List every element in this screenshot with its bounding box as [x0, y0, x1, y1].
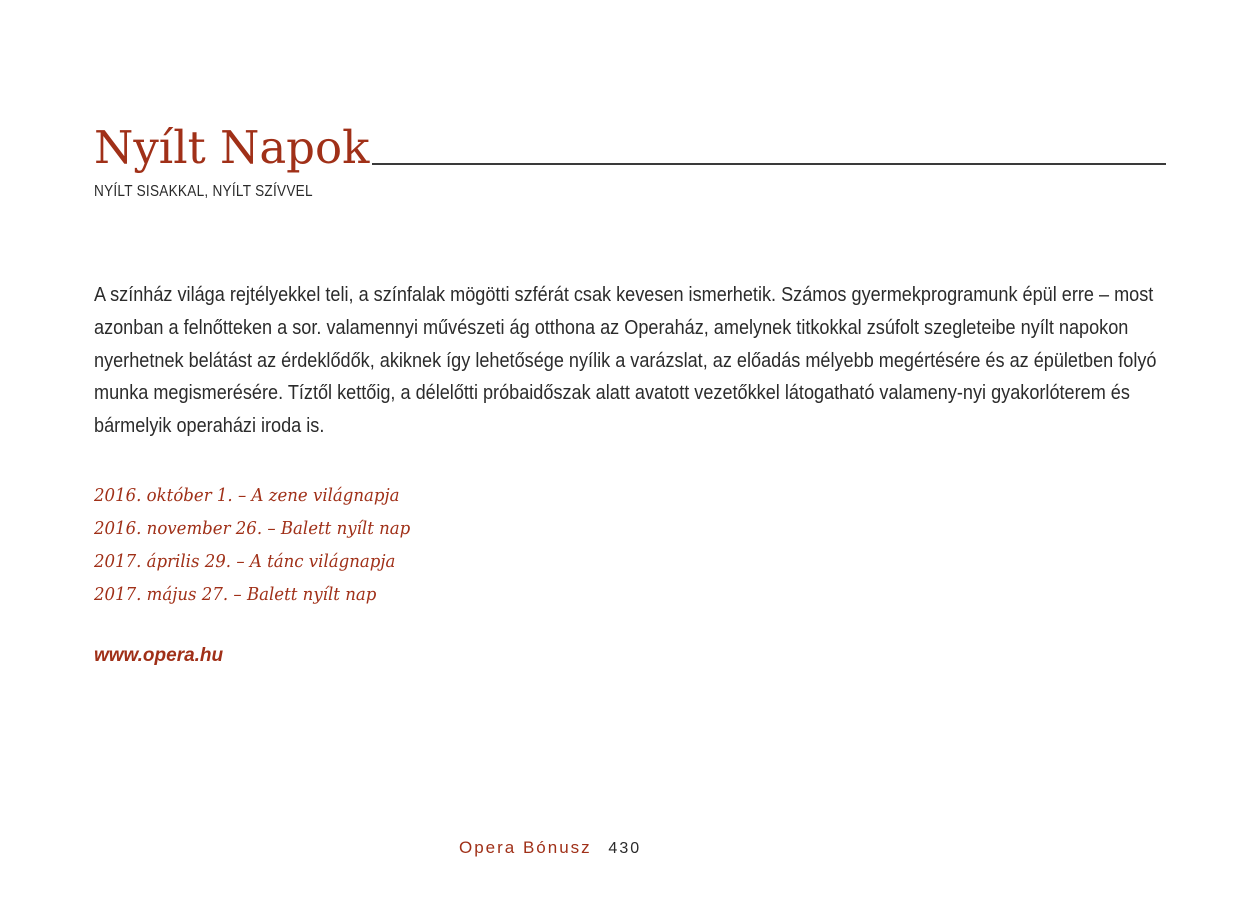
page-footer	[459, 838, 641, 858]
event-item: 2017. május 27. – Balett nyílt nap	[94, 584, 377, 605]
page-number: 430	[608, 840, 642, 857]
title-divider	[372, 163, 1166, 165]
event-item: 2016. október 1. – A zene világnapja	[94, 485, 400, 506]
page-title: Nyílt Napok	[94, 121, 370, 174]
event-list	[94, 479, 438, 611]
website-link[interactable]: www.opera.hu	[94, 645, 224, 666]
body-paragraph: A színház világa rejtélyekkel teli, a színfalak mögötti szférát csak kevesen ismerhetik. Számos gyermekprogramunk épül erre – most azonban a felnőtteken a sor. valamennyi művészeti ág otthona az Operaház, amelynek titkokkal zsúfolt szegleteibe nyílt napokon nyerhetnek belátást az érdeklődők, akiknek így lehetősége nyílik a varázslat, az előadás mélyebb megértésére és az épületben folyó munka megismerésére. Tíztől kettőig, a délelőtti próbaidőszak alatt avatott vezetőkkel látogatható valameny-nyi gyakorlóterem és bármelyik operaházi iroda is.	[94, 284, 1157, 438]
title-row	[94, 118, 1166, 178]
event-item: 2016. november 26. – Balett nyílt nap	[94, 518, 411, 539]
footer-label: Opera Bónusz	[459, 838, 592, 857]
page-subtitle: NYÍLT SISAKKAL, NYÍLT SZÍVVEL	[94, 183, 313, 200]
event-item: 2017. április 29. – A tánc világnapja	[94, 551, 396, 572]
